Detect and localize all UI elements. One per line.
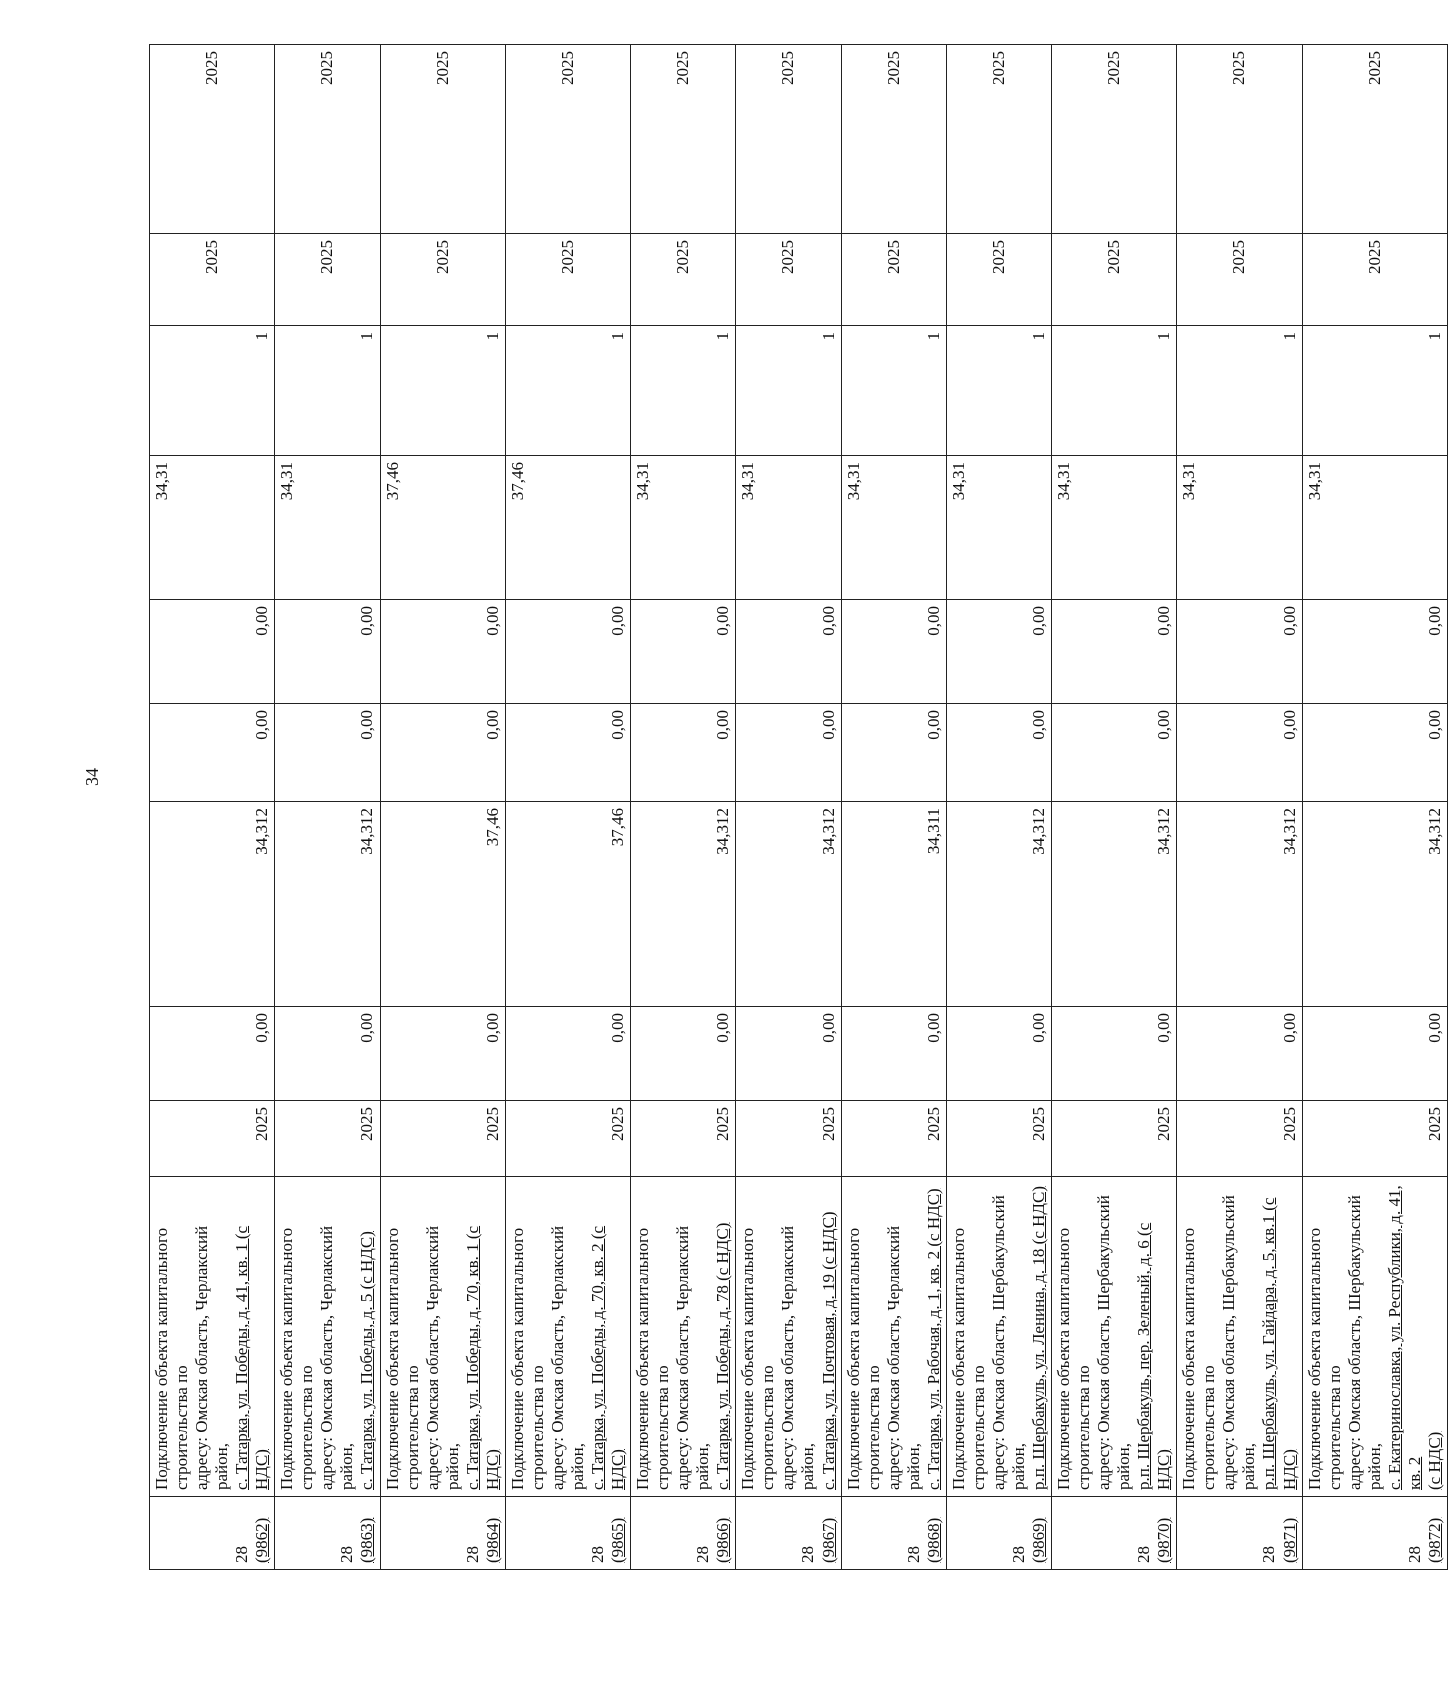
item-code: (9871)	[1279, 1517, 1299, 1563]
item-number: 28	[903, 1546, 923, 1563]
item-description-cell	[946, 1177, 1051, 1497]
item-description-cell	[1052, 1177, 1177, 1497]
table-row	[150, 45, 275, 1570]
value-cell: 34,312	[1177, 802, 1302, 1007]
table-row	[841, 45, 946, 1570]
description-line: адресу: Омская область, Черлакский район,	[422, 1225, 462, 1490]
start-year-cell: 2025	[505, 1101, 630, 1177]
year-cell: 2025	[736, 234, 841, 326]
table-row	[505, 45, 630, 1570]
year-cell: 2025	[275, 45, 380, 234]
description-line: адресу: Омская область, Черлакский район,	[673, 1225, 713, 1490]
value-cell: 0,00	[946, 600, 1051, 704]
item-description-cell	[1177, 1177, 1302, 1497]
value-cell: 0,00	[380, 704, 505, 802]
item-number: 28	[232, 1546, 252, 1563]
count-cell: 1	[1052, 326, 1177, 456]
table-row	[946, 45, 1051, 1570]
description-line: Подключение объекта капитального строительства по	[738, 1227, 778, 1490]
count-cell: 1	[841, 326, 946, 456]
start-year-cell: 2025	[1302, 1101, 1447, 1177]
value-cell: 34,31	[1302, 456, 1447, 600]
item-description-cell	[275, 1177, 380, 1497]
item-number: 28	[462, 1546, 482, 1563]
table-row	[1177, 45, 1302, 1570]
value-cell: 0,00	[150, 600, 275, 704]
value-cell: 0,00	[841, 600, 946, 704]
start-year-cell: 2025	[275, 1101, 380, 1177]
description-line: Подключение объекта капитального строительства по	[843, 1227, 883, 1490]
item-description-cell	[736, 1177, 841, 1497]
year-cell: 2025	[631, 234, 736, 326]
description-line: Подключение объекта капитального строительства по	[948, 1227, 988, 1490]
description-line: р.п. Шербакуль, ул. Ленина, д. 18 (с НДС)	[1028, 1185, 1048, 1490]
description-line: Подключение объекта капитального строительства по	[1304, 1227, 1344, 1490]
value-cell: 34,312	[631, 802, 736, 1007]
value-cell: 0,00	[631, 1007, 736, 1101]
description-line: Подключение объекта капитального строительства по	[1054, 1227, 1094, 1490]
item-number-cell	[1052, 1497, 1177, 1570]
value-cell: 0,00	[275, 704, 380, 802]
start-year-cell: 2025	[1052, 1101, 1177, 1177]
value-cell: 34,31	[946, 456, 1051, 600]
count-cell: 1	[736, 326, 841, 456]
description-line: с. Екатеринославка, ул. Республики, д. 41, кв. 2	[1384, 1185, 1424, 1490]
value-cell: 0,00	[275, 600, 380, 704]
value-cell: 0,00	[1177, 600, 1302, 704]
value-cell: 0,00	[946, 704, 1051, 802]
value-cell: 34,311	[841, 802, 946, 1007]
value-cell: 0,00	[150, 1007, 275, 1101]
year-cell: 2025	[150, 234, 275, 326]
description-line: адресу: Омская область, Черлакский район,	[778, 1225, 818, 1490]
value-cell: 34,312	[150, 802, 275, 1007]
value-cell: 37,46	[505, 456, 630, 600]
description-line: адресу: Омская область, Черлакский район,	[317, 1225, 357, 1490]
value-cell: 0,00	[841, 704, 946, 802]
value-cell: 0,00	[1177, 704, 1302, 802]
year-cell: 2025	[1302, 234, 1447, 326]
item-code: (9862)	[252, 1517, 272, 1563]
item-number: 28	[1134, 1546, 1154, 1563]
year-cell: 2025	[946, 234, 1051, 326]
description-line: (с НДС)	[1424, 1431, 1444, 1490]
value-cell: 34,31	[1177, 456, 1302, 600]
year-cell: 2025	[946, 45, 1051, 234]
description-line: с. Татарка, ул. Рабочая, д. 1, кв. 2 (с НДС)	[923, 1188, 943, 1490]
value-cell: 34,312	[275, 802, 380, 1007]
count-cell: 1	[1177, 326, 1302, 456]
year-cell: 2025	[841, 234, 946, 326]
item-code: (9872)	[1424, 1517, 1444, 1563]
start-year-cell: 2025	[1177, 1101, 1302, 1177]
value-cell: 0,00	[150, 704, 275, 802]
start-year-cell: 2025	[631, 1101, 736, 1177]
description-line: адресу: Омская область, Шербакульский район,	[988, 1195, 1028, 1490]
value-cell: 34,312	[946, 802, 1051, 1007]
description-line: адресу: Омская область, Шербакульский район,	[1094, 1195, 1134, 1490]
count-cell: 1	[631, 326, 736, 456]
table-row	[380, 45, 505, 1570]
value-cell: 34,31	[631, 456, 736, 600]
item-code: (9865)	[608, 1517, 628, 1563]
item-number: 28	[693, 1546, 713, 1563]
item-number: 28	[1259, 1546, 1279, 1563]
year-cell: 2025	[1177, 234, 1302, 326]
item-code: (9863)	[357, 1517, 377, 1563]
value-cell: 34,312	[1302, 802, 1447, 1007]
year-cell: 2025	[841, 45, 946, 234]
start-year-cell: 2025	[736, 1101, 841, 1177]
description-line: адресу: Омская область, Черлакский район,	[192, 1225, 232, 1490]
count-cell: 1	[380, 326, 505, 456]
year-cell: 2025	[275, 234, 380, 326]
value-cell: 0,00	[1052, 600, 1177, 704]
description-line: с. Татарка, ул. Победы, д. 41, кв. 1 (с НДС)	[232, 1225, 272, 1490]
year-cell: 2025	[505, 45, 630, 234]
description-line: Подключение объекта капитального строительства по	[382, 1227, 422, 1490]
item-description-cell	[505, 1177, 630, 1497]
count-cell: 1	[275, 326, 380, 456]
year-cell: 2025	[736, 45, 841, 234]
item-number-cell	[946, 1497, 1051, 1570]
description-line: р.п. Шербакуль, ул. Гайдара, д. 5, кв.1 (с НДС)	[1259, 1197, 1299, 1490]
data-table	[149, 44, 1448, 1570]
item-code: (9870)	[1154, 1517, 1174, 1563]
rotated-table-container	[149, 45, 1444, 1570]
item-code: (9867)	[818, 1517, 838, 1563]
item-number: 28	[587, 1546, 607, 1563]
value-cell: 34,31	[150, 456, 275, 600]
table-row	[275, 45, 380, 1570]
value-cell: 37,46	[380, 802, 505, 1007]
value-cell: 0,00	[1302, 1007, 1447, 1101]
value-cell: 34,312	[1052, 802, 1177, 1007]
value-cell: 34,31	[1052, 456, 1177, 600]
description-line: с. Татарка, ул. Победы, д. 70, кв. 2 (с НДС)	[587, 1225, 628, 1490]
item-code: (9869)	[1028, 1517, 1048, 1563]
value-cell: 37,46	[505, 802, 630, 1007]
item-number-cell	[841, 1497, 946, 1570]
description-line: Подключение объекта капитального строительства по	[1179, 1227, 1219, 1490]
year-cell: 2025	[1052, 45, 1177, 234]
description-line: Подключение объекта капитального строительства по	[152, 1227, 192, 1490]
value-cell: 0,00	[1052, 704, 1177, 802]
value-cell: 0,00	[275, 1007, 380, 1101]
value-cell: 0,00	[841, 1007, 946, 1101]
item-number: 28	[1404, 1546, 1424, 1563]
value-cell: 0,00	[505, 1007, 630, 1101]
value-cell: 0,00	[631, 704, 736, 802]
item-number: 28	[1008, 1546, 1028, 1563]
year-cell: 2025	[631, 45, 736, 234]
value-cell: 34,31	[736, 456, 841, 600]
description-line: Подключение объекта капитального строительства по	[277, 1227, 317, 1490]
value-cell: 0,00	[736, 600, 841, 704]
year-cell: 2025	[1177, 45, 1302, 234]
table-row	[1052, 45, 1177, 1570]
count-cell: 1	[505, 326, 630, 456]
description-line: адресу: Омская область, Черлакский район,	[547, 1225, 587, 1490]
start-year-cell: 2025	[841, 1101, 946, 1177]
year-cell: 2025	[380, 45, 505, 234]
value-cell: 0,00	[1302, 600, 1447, 704]
item-description-cell	[150, 1177, 275, 1497]
description-line: с. Татарка, ул. Победы, д. 5 (с НДС)	[357, 1231, 377, 1490]
description-line: с. Татарка, ул. Почтовая, д. 19 (с НДС)	[818, 1211, 838, 1490]
value-cell: 37,46	[380, 456, 505, 600]
start-year-cell: 2025	[946, 1101, 1051, 1177]
description-line: с. Татарка, ул. Победы, д. 78 (с НДС)	[713, 1222, 733, 1490]
value-cell: 0,00	[505, 704, 630, 802]
year-cell: 2025	[1052, 234, 1177, 326]
description-line: Подключение объекта капитального строительства по	[633, 1227, 673, 1490]
year-cell: 2025	[150, 45, 275, 234]
value-cell: 0,00	[736, 1007, 841, 1101]
item-number-cell	[1302, 1497, 1447, 1570]
start-year-cell: 2025	[380, 1101, 505, 1177]
item-number-cell	[1177, 1497, 1302, 1570]
value-cell: 0,00	[505, 600, 630, 704]
year-cell: 2025	[505, 234, 630, 326]
value-cell: 34,31	[841, 456, 946, 600]
start-year-cell: 2025	[150, 1101, 275, 1177]
item-code: (9866)	[713, 1517, 733, 1563]
description-line: Подключение объекта капитального строительства по	[507, 1227, 547, 1490]
description-line: р.п. Шербакуль, пер. Зеленый, д. 6 (с НДС)	[1134, 1222, 1174, 1490]
value-cell: 34,31	[275, 456, 380, 600]
value-cell: 0,00	[380, 1007, 505, 1101]
value-cell: 0,00	[946, 1007, 1051, 1101]
description-line: с. Татарка, ул. Победы, д. 70, кв. 1 (с НДС)	[462, 1225, 502, 1490]
item-code: (9864)	[482, 1517, 502, 1563]
item-description-cell	[841, 1177, 946, 1497]
year-cell: 2025	[380, 234, 505, 326]
count-cell: 1	[150, 326, 275, 456]
value-cell: 0,00	[736, 704, 841, 802]
value-cell: 0,00	[380, 600, 505, 704]
description-line: адресу: Омская область, Черлакский район,	[883, 1225, 923, 1490]
item-number: 28	[337, 1546, 357, 1563]
item-number-cell	[150, 1497, 275, 1570]
item-number-cell	[505, 1497, 630, 1570]
item-code: (9868)	[923, 1517, 943, 1563]
item-number-cell	[380, 1497, 505, 1570]
item-number-cell	[275, 1497, 380, 1570]
description-line: адресу: Омская область, Шербакульский район,	[1219, 1195, 1259, 1490]
page-number: 34	[82, 768, 102, 786]
item-description-cell	[380, 1177, 505, 1497]
count-cell: 1	[1302, 326, 1447, 456]
item-description-cell	[1302, 1177, 1447, 1497]
value-cell: 0,00	[631, 600, 736, 704]
table-row	[631, 45, 736, 1570]
description-line: адресу: Омская область, Шербакульский район,	[1344, 1195, 1384, 1490]
value-cell: 0,00	[1302, 704, 1447, 802]
item-number-cell	[631, 1497, 736, 1570]
item-number-cell	[736, 1497, 841, 1570]
value-cell: 0,00	[1052, 1007, 1177, 1101]
item-description-cell	[631, 1177, 736, 1497]
count-cell: 1	[946, 326, 1051, 456]
table-row	[736, 45, 841, 1570]
value-cell: 34,312	[736, 802, 841, 1007]
table-row	[1302, 45, 1447, 1570]
item-number: 28	[798, 1546, 818, 1563]
year-cell: 2025	[1302, 45, 1447, 234]
value-cell: 0,00	[1177, 1007, 1302, 1101]
